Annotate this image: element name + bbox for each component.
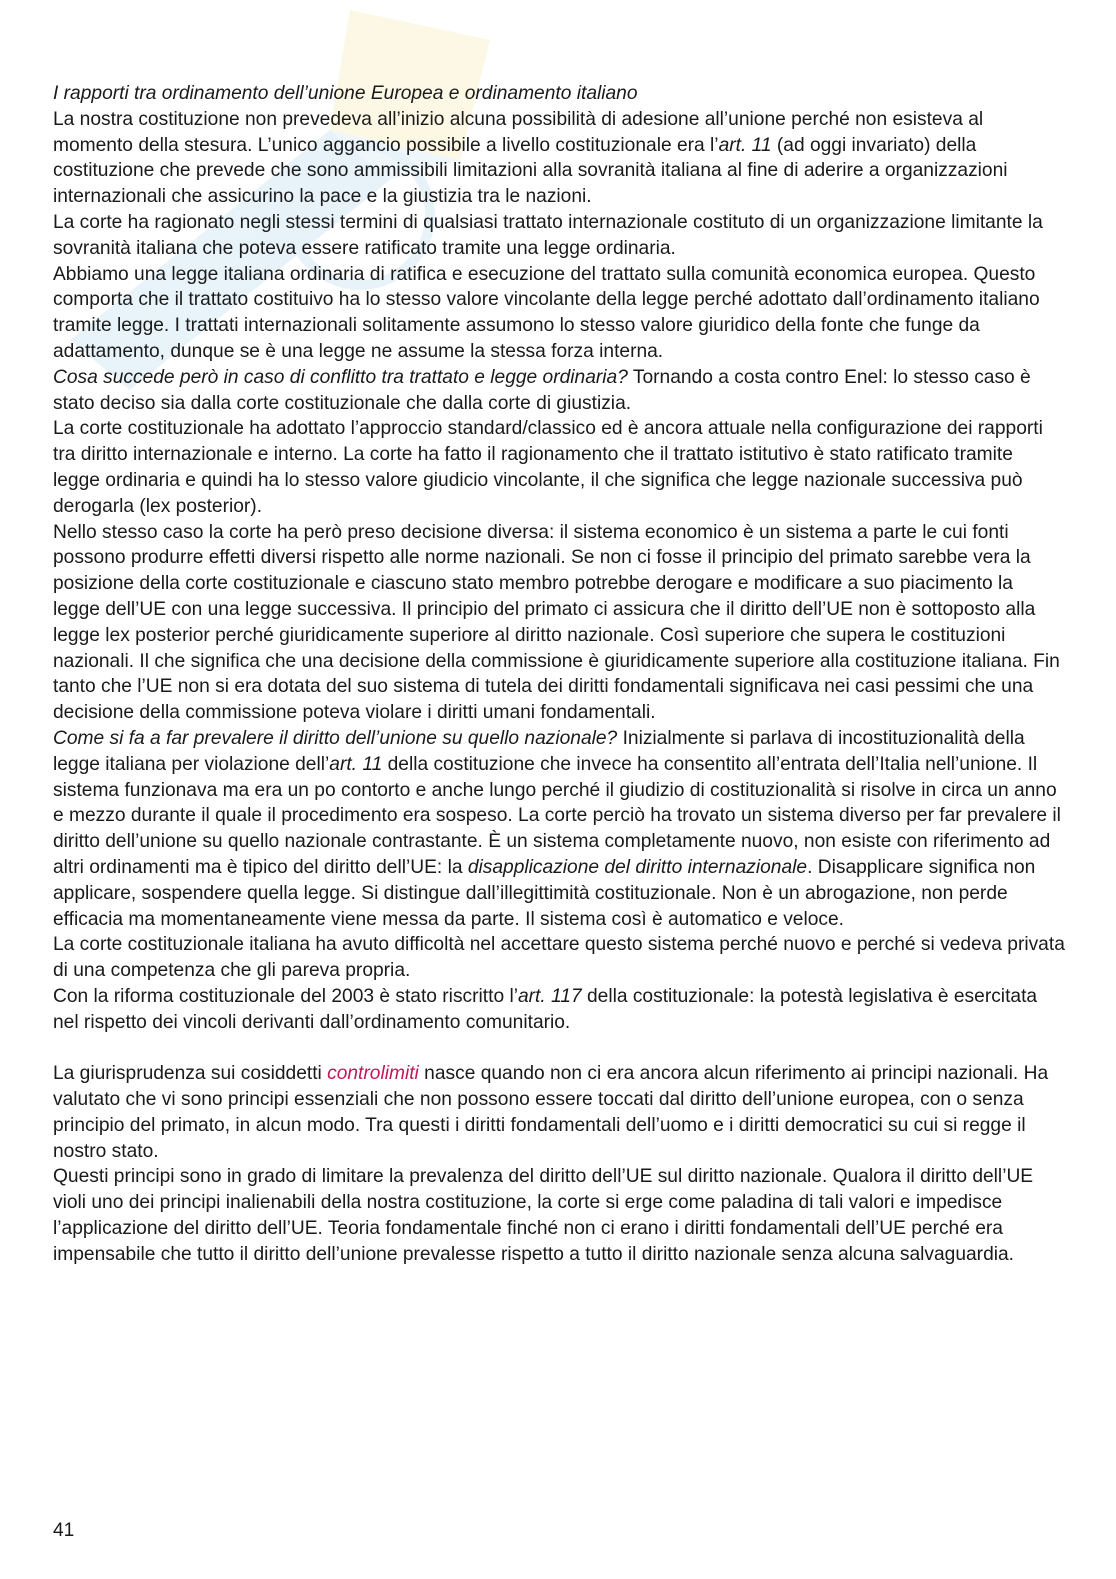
paragraph-8: La corte costituzionale italiana ha avuto difficoltà nel accettare questo sistema perché nuovo e perché si vedeva privata di una competenza che gli pareva propria. [53,934,1065,982]
page-number: 41 [53,1520,75,1541]
paragraph-9-text-b: della costituzionale: la potestà legislativa è esercitata nel rispetto dei vincoli derivanti dall’ordinamento comunitario. [53,985,1038,1033]
paragraph-10-text-b: nasce quando non ci era ancora alcun riferimento ai principi nazionali. Ha valutato che vi sono principi essenziali che non possono essere toccati dal diritto dell’unione europea, con o senza principio del primato, in alcun modo. Tra questi i diritti fondamentali dell’uomo e i diritti democratici su cui si regge il nostro stato. [53,1063,1049,1162]
paragraph-6: Nello stesso caso la corte ha però preso decisione diversa: il sistema economico è un sistema a parte le cui fonti possono produrre effetti diversi rispetto alle norme nazionali. Se non ci fosse il principio del primato sarebbe vera la posizione della corte costituzionale e ciascuno stato membro potrebbe derogare e modificare a suo piacimento la legge dell’UE con una legge successiva. Il principio del primato ci assicura che il diritto dell’UE non è sottoposto alla legge lex posterior perché giuridicamente superiore al diritto nazionale. Così superiore che supera le costituzioni nazionali. Il che significa che una decisione della commissione è giuridicamente superiore alla costituzione italiana. Fin tanto che l’UE non si era dotata del suo sistema di tutela dei diritti fondamentali significava nei casi pessimi che una decisione della commissione poteva violare i diritti umani fondamentali. [53,521,1060,724]
paragraph-10 [53,1061,1065,1164]
paragraph-4-text: Tornando a costa contro Enel: lo stesso caso è stato deciso sia dalla corte costituzionale che dalla corte di giustizia. [53,366,1031,414]
document-body [53,81,1065,1268]
paragraph-2: La corte ha ragionato negli stessi termini di qualsiasi trattato internazionale costituto di un organizzazione limitante la sovranità italiana che poteva essere ratificato tramite una legge ordinaria. [53,211,1043,259]
question-heading: Come si fa a far prevalere il diritto dell’unione su quello nazionale? [53,727,618,749]
paragraph-11: Questi principi sono in grado di limitare la prevalenza del diritto dell’UE sul diritto nazionale. Qualora il diritto dell’UE violi uno dei principi inalienabili della nostra costituzione, la corte si erge come paladina di tali valori e impedisce l’applicazione del diritto dell’UE. Teoria fondamentale finché non ci erano i diritti fondamentali dell’UE perché era impensabile che tutto il diritto dell’unione prevalesse rispetto a tutto il diritto nazionale senza alcuna salvaguardia. [53,1166,1034,1265]
paragraph-7-text-b: della costituzione che invece ha consentito all’entrata dell’Italia nell’unione. Il sistema funzionava ma era un po contorto e anche lungo perché il giudizio di costituzionalità si risolve in circa un anno e mezzo durante il quale il procedimento era sospeso. La corte perciò ha trovato un sistema diverso per far prevalere il diritto dell’unione su quello nazionale contrastante. È un sistema completamente nuovo, non esiste con riferimento ad altri ordinamenti ma è tipico del diritto dell’UE: la [53,753,1061,878]
highlighted-term: controlimiti [327,1063,419,1085]
article-reference: art. 11 [329,753,383,775]
paragraph-spacer [53,1035,1065,1061]
paragraph-3: Abbiamo una legge italiana ordinaria di ratifica e esecuzione del trattato sulla comunità economica europea. Questo comporta che il trattato costituivo ha lo stesso valore vincolante della legge perché adottato dall’ordinamento italiano tramite legge. I trattati internazionali solitamente assumono lo stesso valore giuridico della fonte che funge da adattamento, dunque se è una legge ne assume la stessa forza interna. [53,263,1040,362]
question-heading: Cosa succede però in caso di conflitto tra trattato e legge ordinaria? [53,366,628,388]
paragraph-9-text-a: Con la riforma costituzionale del 2003 è stato riscritto l’ [53,985,518,1007]
paragraph-1-text-b: (ad oggi invariato) della costituzione che prevede che sono ammissibili limitazioni alla sovranità italiana al fine di aderire a organizzazioni internazionali che assicurino la pace e la giustizia tra le nazioni. [53,134,1008,208]
paragraph-7 [53,726,1065,932]
paragraph-5: La corte costituzionale ha adottato l’approccio standard/classico ed è ancora attuale nella configurazione dei rapporti tra diritto internazionale e interno. La corte ha fatto il ragionamento che il trattato istitutivo è stato ratificato tramite legge ordinaria e quindi ha lo stesso valore giudicio vincolante, il che significa che legge nazionale successiva può derogarla (lex posterior). [53,418,1043,517]
paragraph-7-text-a: Inizialmente si parlava di incostituzionalità della legge italiana per violazione dell’ [53,727,1025,775]
article-reference: art. 117 [517,985,582,1007]
paragraph-9 [53,984,1065,1036]
paragraph-1 [53,107,1065,210]
article-reference: art. 11 [718,134,772,156]
key-term: disapplicazione del diritto internazionale [467,856,808,878]
paragraph-1-text-a: La nostra costituzione non prevedeva all’inizio alcuna possibilità di adesione all’unione perché non esisteva al momento della stesura. L’unico aggancio possibile a livello costituzionale era l’ [53,108,984,156]
section-title: I rapporti tra ordinamento dell’unione Europea e ordinamento italiano [53,83,638,104]
paragraph-7-text-c: . Disapplicare significa non applicare, sospendere quella legge. Si distingue dall’illegittimità costituzionale. Non è un abrogazione, non perde efficacia ma momentaneamente viene messa da parte. Il sistema così è automatico e veloce. [53,856,1036,930]
paragraph-10-text-a: La giurisprudenza sui cosiddetti [53,1063,328,1085]
paragraph-4 [53,365,1065,417]
